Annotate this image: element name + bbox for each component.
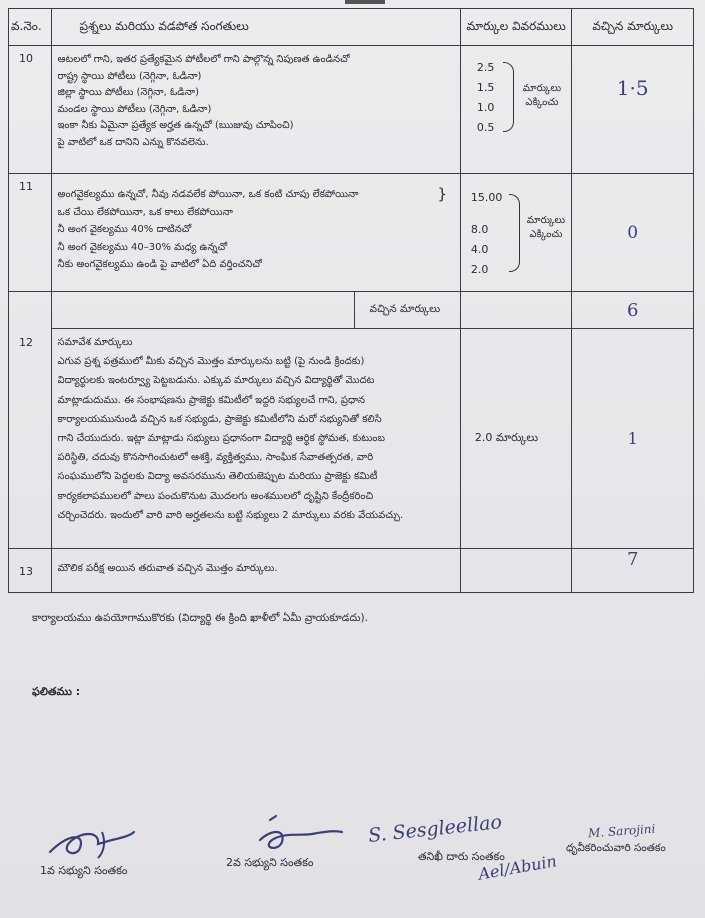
- question-line: నీకు అంగవైకల్యము ఉండి పై వాటిలో ఏది వర్తించనిచో: [57, 259, 262, 270]
- mark-details: [460, 46, 571, 174]
- question-text: [51, 329, 460, 549]
- row-number: 13: [9, 549, 52, 593]
- paragraph-line: కార్యాలయమునుండి వచ్చిన ఒక సభ్యుడు, ప్రాజెక్టు కమిటీలోని మరో సభ్యునితో కలిసి: [57, 413, 382, 425]
- mark-details: [460, 174, 571, 292]
- table-row-13: [9, 549, 694, 593]
- paragraph-line: మాట్లాడుదుము. ఈ సంభాషణను ప్రాజెక్టు కమిటీలో ఇద్దరి సభ్యులచే గాని, ప్రధాన: [57, 394, 366, 406]
- section-title: సమావేశ మార్కులు: [57, 337, 133, 348]
- question-line: నీ అంగ వైకల్యము 40–30% మధ్య ఉన్నచో: [57, 241, 228, 253]
- question-text: [51, 174, 460, 292]
- brace-note: [516, 82, 568, 110]
- question-line: ఇంకా నీకు ఏమైనా ప్రత్యేక అర్హత ఉన్నచో (ఋజువు చూపించి): [57, 120, 294, 131]
- brace-note-line: మార్కులు: [522, 83, 562, 94]
- mark-value: 0.5: [476, 121, 495, 134]
- question-text: [51, 46, 460, 174]
- awarded-mark: 1·5: [572, 46, 694, 174]
- result-label: ఫలితము :: [32, 685, 81, 698]
- question-line: రాష్ట్ర స్థాయి పోటీలు (నెగ్గినా, ఓడినా): [57, 70, 202, 82]
- question-line: ఒక చేయి లేకపోయినా, ఒక కాలు లేకపోయినా: [57, 206, 233, 218]
- checker-signature-caption: తనిఖీ దారు సంతకం: [418, 850, 505, 863]
- paragraph-line: చర్చించెదరు. ఇందులో వారి వారి అర్హతలను బట్టి సభ్యులు 2 మార్కులు వరకు వేయవచ్చు.: [57, 509, 404, 521]
- row-number: 11: [9, 174, 52, 292]
- brace-icon: [509, 194, 520, 272]
- subtotal-label: వచ్చిన మార్కులు: [369, 303, 441, 315]
- value-spacer: [471, 208, 503, 220]
- question-line: అంగవైకల్యము ఉన్నచో, నీవు నడవలేక పోయినా, ఒక కంటి చూపు లేకపోయినా: [57, 189, 359, 200]
- awarded-mark: 7: [572, 549, 694, 593]
- mark-value: 4.0: [470, 243, 489, 256]
- table-row-11: [9, 174, 694, 292]
- table-row-12: [9, 329, 694, 549]
- header-awarded: వచ్చిన మార్కులు: [572, 9, 694, 46]
- question-text: మౌలిక పరీక్ష అయిన తరువాత వచ్చిన మొత్తం మార్కులు.: [51, 549, 460, 593]
- paragraph-line: కార్యకలాపములలో పాలు పంచుకొనుట మొదలగు అంశములలో దృష్టిని కేంద్రీకరించి: [57, 490, 374, 502]
- mark-value: 1.5: [476, 81, 495, 94]
- brace-note-line: మార్కులు: [526, 215, 566, 226]
- marks-table: [8, 8, 694, 593]
- mark-value: 15.00: [470, 191, 503, 204]
- header-row: [9, 9, 694, 46]
- member2-signature-icon: [250, 812, 350, 862]
- header-details: మార్కుల వివరములు: [460, 9, 571, 46]
- paragraph-line: పరిస్థితి, చదువు కొనసాగించుటలో ఆశక్తి, వ్యక్తిత్వము, సాంఘిక సేవాతత్పరత, వారి: [57, 452, 374, 464]
- paragraph-line: విద్యార్థులకు ఇంటర్వ్యూ పెట్టబడును. ఎక్కువ మార్కులు వచ్చిన విద్యార్థితో మొదట: [57, 375, 375, 387]
- paragraph-line: ఎగువ ప్రశ్న పత్రములో మీకు వచ్చిన మొత్తం మార్కులను బట్టి (పై నుండి క్రిందకు): [57, 356, 365, 368]
- mark-values: [471, 188, 503, 280]
- question-line: మండల స్థాయి పోటీలు (నెగ్గినా, ఓడినా): [57, 103, 212, 115]
- office-use-note: కార్యాలయము ఉపయోగాముకొరకు (విద్యార్థి ఈ క్రింది ఖాళీలో ఏమీ వ్రాయకూడదు).: [32, 612, 368, 624]
- paragraph-line: సంఘములోని పెద్దలకు విద్యా అవసరమును తెలియజెప్పుట మరియు ప్రాజెక్టు కమిటీ: [57, 471, 378, 483]
- brace-note-line: ఎక్కించు: [525, 97, 559, 108]
- mark-value: 1.0: [476, 101, 495, 114]
- row-number: 10: [9, 46, 52, 174]
- question-line: జిల్లా స్థాయి పోటీలు (నెగ్గినా, ఓడినా): [57, 87, 199, 98]
- mark-details: 2.0 మార్కులు: [460, 329, 571, 549]
- mark-value: 8.0: [470, 223, 489, 236]
- question-line: ఆటలలో గాని, ఇతర ప్రత్యేకమైన పోటీలలో గాని పాల్గొన్న నిపుణత ఉండినచో: [57, 54, 350, 65]
- awarded-mark: 0: [572, 174, 694, 292]
- mark-value: 2.5: [476, 61, 495, 74]
- paragraph-line: గాని చేయుదురు. ఇట్లా మాట్లాడు సభ్యులు ప్రధానంగా విద్యార్థి ఆర్థిక స్థోమత, కుటుంబ: [57, 433, 385, 445]
- subtotal-row: [9, 292, 694, 329]
- brace-note: [521, 214, 571, 242]
- top-edge-mark: [345, 0, 385, 4]
- checker-stamp-icon: Ael/Abuin: [476, 851, 559, 884]
- table-row-10: [9, 46, 694, 174]
- member1-signature-caption: 1వ సభ్యుని సంతకం: [40, 864, 128, 877]
- subtotal-cell: [51, 292, 460, 329]
- subtotal-awarded: 6: [572, 292, 694, 329]
- brace-note-line: ఎక్కించు: [529, 229, 563, 240]
- row-number: 12: [9, 292, 52, 549]
- brace-mark-icon: }: [437, 185, 448, 203]
- question-line: పై వాటిలో ఒక దానిని ఎన్ను కొనవలెను.: [57, 136, 209, 148]
- verifier-signature-caption: ధృవీకరించువారి సంతకం: [566, 842, 666, 854]
- mark-values: [477, 58, 495, 138]
- mark-details: [460, 549, 571, 593]
- mark-value: 2.0: [470, 263, 489, 276]
- subtotal-divider: [354, 292, 355, 329]
- checker-signature-icon: S. Sesgleellao: [367, 811, 503, 847]
- member2-signature-caption: 2వ సభ్యుని సంతకం: [226, 856, 314, 869]
- member1-signature-icon: [40, 822, 140, 866]
- interview-paragraph: [58, 333, 454, 525]
- header-serial: వ.నెం.: [9, 9, 52, 46]
- awarded-mark: 1: [572, 329, 694, 549]
- question-line: నీ అంగ వైకల్యము 40% దాటినచో: [57, 224, 192, 235]
- question-line-with-brace: [58, 186, 454, 204]
- subtotal-details: [460, 292, 571, 329]
- verifier-signature-icon: M. Sarojini: [587, 821, 656, 841]
- header-questions: ప్రశ్నలు మరియు వడపోత సంగతులు: [51, 9, 460, 46]
- brace-icon: [503, 62, 514, 132]
